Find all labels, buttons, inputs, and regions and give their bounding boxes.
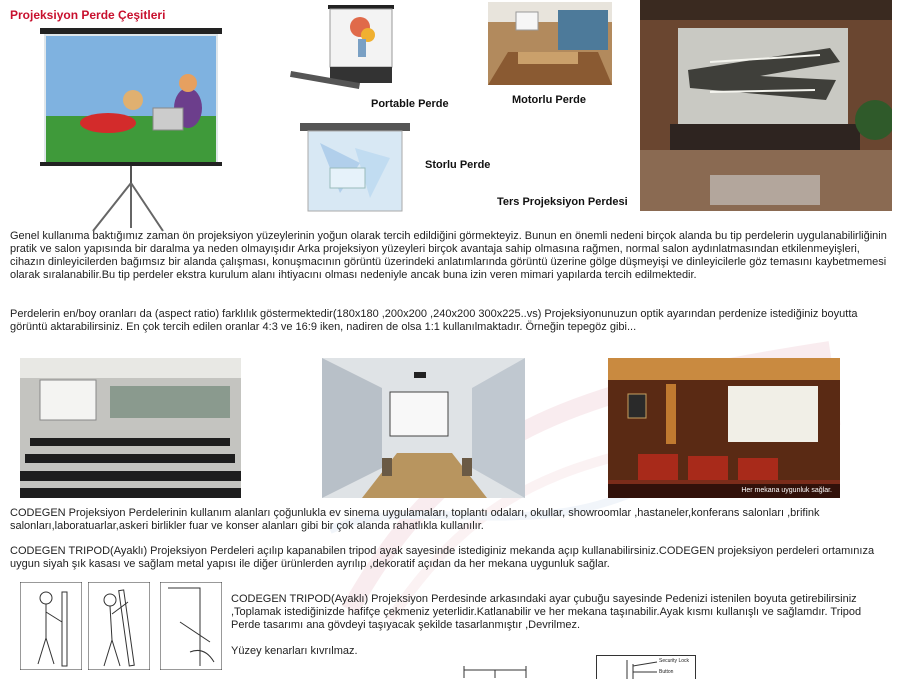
tripod-screen-image (38, 28, 224, 233)
product-label-motorlu: Motorlu Perde (512, 94, 586, 106)
bottom-screen-sketch (460, 664, 530, 678)
manual-screen-image (300, 123, 410, 213)
product-label-portable: Portable Perde (371, 98, 449, 110)
paragraph-surface: Yüzey kenarları kıvrılmaz. (231, 645, 358, 657)
portable-screen-image (288, 5, 398, 103)
product-label-storlu: Storlu Perde (425, 159, 491, 171)
page-title: Projeksiyon Perde Çeşitleri (10, 8, 166, 22)
paragraph-intro: Genel kullanıma baktığımız zaman ön projeksiyon yüzeylerinin yoğun olarak tercih edildiğini görmekteyiz. Bunun en önemli nedeni birçok alanda bu tip perdelerin uygulanabilirliğinin pratik ve salon yapısında bir daralma ya neden olmayışıdır Arka projeksiyon yüzeyleri birçok avantaja sahip olmasına rağmen, normal salon aydınlatmasından etkilenmeyişleri, cihazın dinleyicilerden bağımsız bir alanda çalışması, konuşmacının görüntü üzerindeki anlatımlarında görüntü üzerine gölge düşmeyişi ve dinleyicilerle göz temasını kaybetmemesi olarak sıralanabilir.Bu tip perdeler ekstra kurulum alanı ihtiyacını olması nedeniyle ancak buna izin veren mimari yapılarda tercih edilmektedir. (10, 230, 887, 281)
setup-figure-2 (88, 582, 150, 670)
security-lock-label: Security Lock (659, 658, 690, 664)
setup-figure-1 (20, 582, 82, 670)
home-cinema-caption-bar (608, 484, 840, 498)
button-label: Button (659, 669, 674, 675)
setup-figure-3 (160, 582, 222, 670)
photo-caption: Her mekana uygunluk sağlar. (608, 484, 840, 498)
home-cinema-photo (608, 358, 840, 498)
classroom-photo (20, 358, 241, 498)
product-label-ters: Ters Projeksiyon Perdesi (497, 196, 628, 208)
paragraph-tripod-details: CODEGEN TRIPOD(Ayaklı) Projeksiyon Perdesinde arkasındaki ayar çubuğu sayesinde Pedenizi istenilen boyuta getirebilirsiniz ,Toplamak istediğinizde hafifçe çekmeniz yeterlidir.Katlanabilir ve her mekana taşınabilir.Ayak kısmı kullanışlı ve sağlamdır. Tripod Perde tasarımı ana gövdeyi taşıyacak şekilde tasarlanmıştır ,Devrilmez. (231, 593, 862, 631)
paragraph-tripod: CODEGEN TRIPOD(Ayaklı) Projeksiyon Perdeleri açılıp kapanabilen tripod ayak sayesinde istediginiz mekanda açıp kullanabilirsiniz.CODEGEN projeksiyon perdeleri ortamınıza uygun siyah şık kasası ve sağlam metal yapısı ile diğer ürünlerden ayrılıp ,dekoratif açıdan da her mekana uygunluk sağlar. (10, 545, 875, 570)
lock-diagram (596, 655, 696, 679)
rear-projection-image (640, 0, 892, 211)
paragraph-usage-areas: CODEGEN Projeksiyon Perdelerinin kullanım alanları çoğunlukla ev sinema uygulamaları, toplantı odaları, okullar, showroomlar ,hastaneler,konferans salonları ,brifink salonları,laboratuarlar,askeri birlikler fuar ve konser alanları gibi bir çok alanda rahatlıkla kullanılır. (10, 507, 820, 532)
meeting-room-photo (322, 358, 525, 498)
paragraph-aspect-ratio: Perdelerin en/boy oranları da (aspect ratio) farklılık göstermektedir(180x180 ,200x200 ,240x200 300x225..vs) Projeksiyonunuzun optik ayarından perdenize istediğiniz boyutta görüntü aktarabilirsiniz. En çok tercih edilen oranlar 4:3 ve 16:9 iken, nadiren de olsa 1:1 kullanılmaktadır. Örneğin tepegöz gibi... (10, 308, 858, 333)
motorized-screen-image (488, 2, 612, 85)
